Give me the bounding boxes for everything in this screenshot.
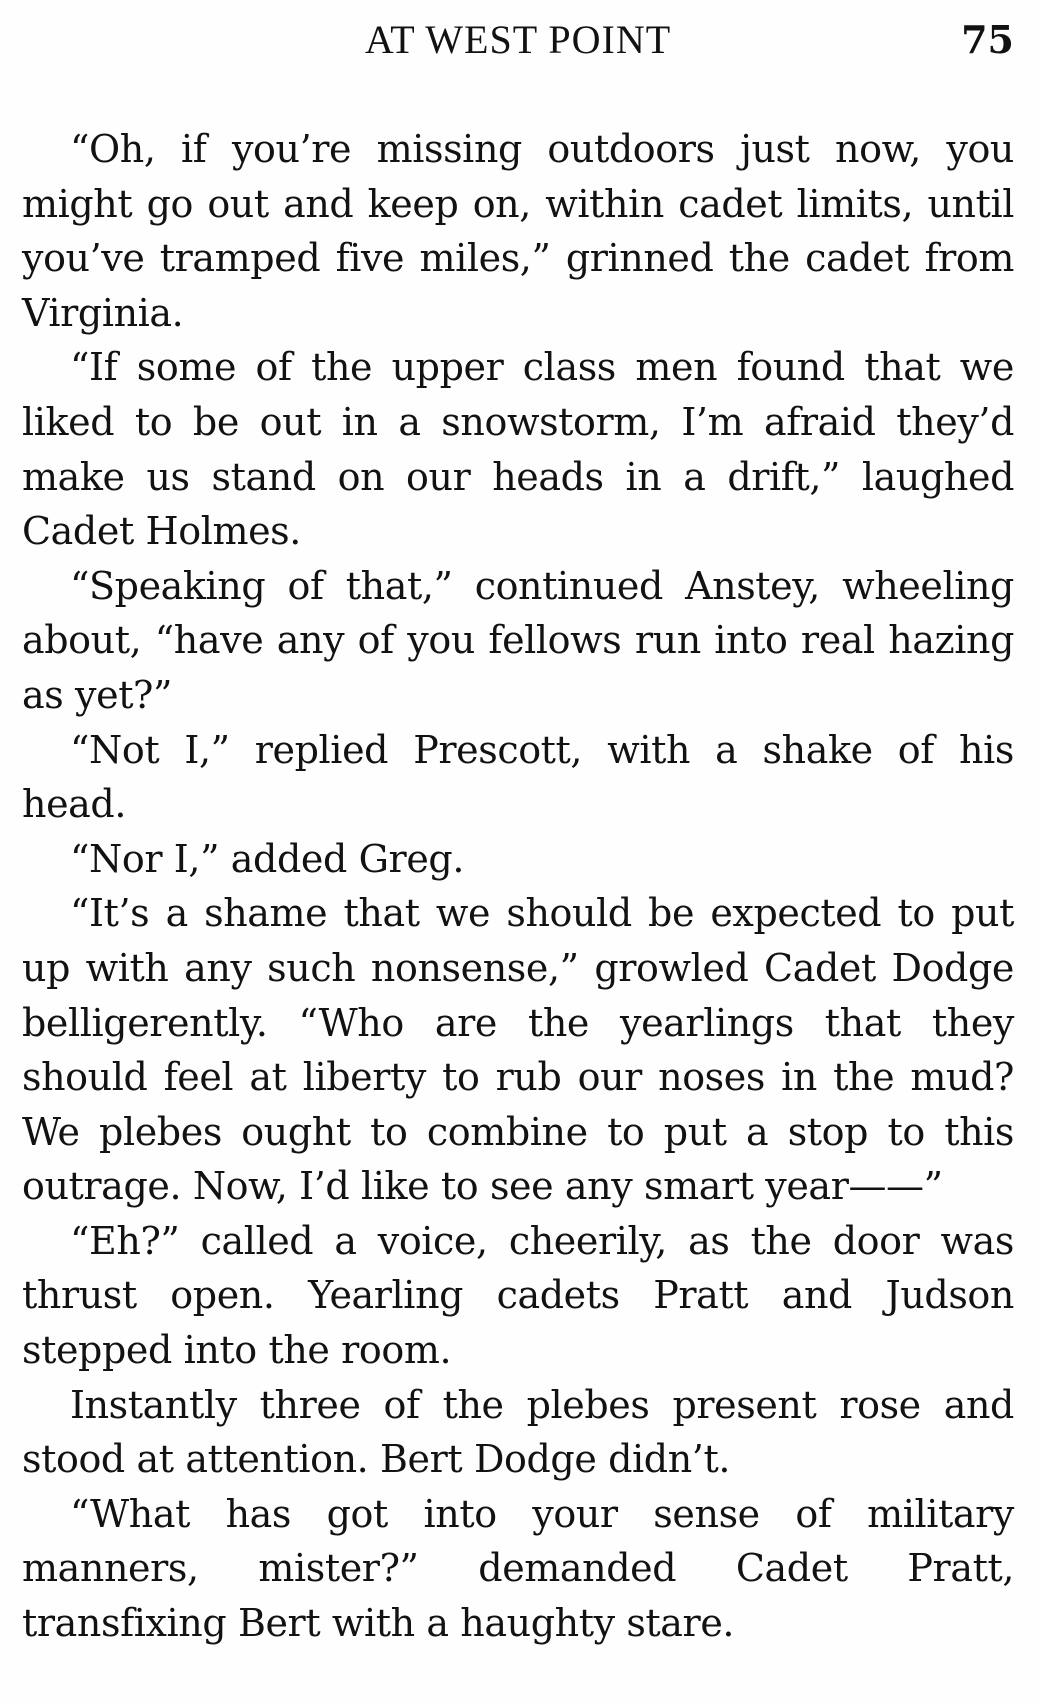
paragraph: “Oh, if you’re missing outdoors just now, you might go out and keep on, within cadet limits, until you’ve tramped five miles,” grinned the cadet from Virginia.	[22, 127, 1014, 335]
paragraph: “Speaking of that,” continued Anstey, wheeling about, “have any of you fellows run into real hazing as yet?”	[22, 563, 1014, 717]
paragraph: “Not I,” replied Prescott, with a shake of his head.	[22, 727, 1014, 827]
paragraph: “If some of the upper class men found that we liked to be out in a snowstorm, I’m afraid they’d make us stand on our heads in a drift,” laughed Cadet Holmes.	[22, 345, 1014, 554]
paragraph: “Nor I,” added Greg.	[70, 836, 465, 881]
paragraph: “What has got into your sense of military manners, mister?” demanded Cadet Pratt, transfixing Bert with a haughty stare.	[22, 1491, 1014, 1646]
page-number: 75	[961, 17, 1014, 62]
paragraph: Instantly three of the plebes present rose and stood at attention. Bert Dodge didn’t.	[22, 1382, 1014, 1482]
running-head	[22, 16, 1014, 64]
paragraph: “It’s a shame that we should be expected to put up with any such nonsense,” growled Cadet Dodge belligerently. “Who are the yearlings that they should feel at liberty to rub our noses in the mud? We plebes ought to combine to put a stop to this outrage. Now, I’d like to see any smart year——”	[22, 891, 1014, 1209]
paragraph: “Eh?” called a voice, cheerily, as the door was thrust open. Yearling cadets Pratt and Judson stepped into the room.	[22, 1218, 1014, 1373]
running-head-title: AT WEST POINT	[364, 17, 672, 62]
body-text	[22, 122, 1014, 1651]
